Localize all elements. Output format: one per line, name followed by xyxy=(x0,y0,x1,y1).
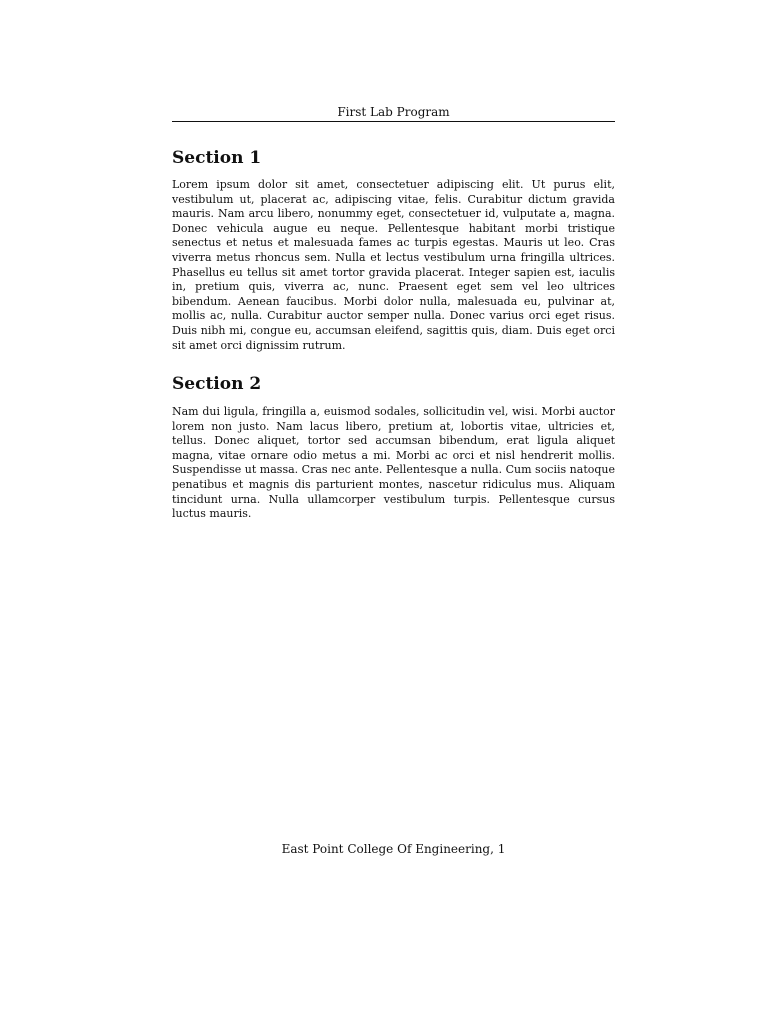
running-header: First Lab Program xyxy=(337,105,450,119)
page-footer: East Point College Of Engineering, 1 xyxy=(281,842,506,856)
section-1-body: Lorem ipsum dolor sit amet, consectetuer adipiscing elit. Ut purus elit, vestibulum ut, placerat ac, adipiscing vitae, felis. Curabitur dictum gravida mauris. Nam arcu libero, nonummy eget, consectetuer id, vulputate a, magna. Donec vehicula augue eu neque. Pellentesque habitant morbi tristique senectus et netus et malesuada fames ac turpis egestas. Mauris ut leo. Cras viverra metus rhoncus sem. Nulla et lectus vestibulum urna fringilla ultrices. Phasellus eu tellus sit amet tortor gravida placerat. Integer sapien est, iaculis in, pretium quis, viverra ac, nunc. Praesent eget sem vel leo ultrices bibendum. Aenean faucibus. Morbi dolor nulla, malesuada eu, pulvinar at, mollis ac, nulla. Curabitur auctor semper nulla. Donec varius orci eget risus. Duis nibh mi, congue eu, accumsan eleifend, sagittis quis, diam. Duis eget orci sit amet orci dignissim rutrum. xyxy=(172,178,615,352)
section-2-heading: Section 2 xyxy=(172,374,262,394)
section-2-body: Nam dui ligula, fringilla a, euismod sodales, sollicitudin vel, wisi. Morbi auctor lorem non justo. Nam lacus libero, pretium at, lobortis vitae, ultricies et, tellus. Donec aliquet, tortor sed accumsan bibendum, erat ligula aliquet magna, vitae ornare odio metus a mi. Morbi ac orci et nisl hendrerit mollis. Suspendisse ut massa. Cras nec ante. Pellentesque a nulla. Cum sociis natoque penatibus et magnis dis parturient montes, nascetur ridiculus mus. Aliquam tincidunt urna. Nulla ullamcorper vestibulum turpis. Pellentesque cursus luctus mauris. xyxy=(172,405,615,521)
section-1-heading: Section 1 xyxy=(172,148,262,168)
header-rule xyxy=(172,121,615,122)
